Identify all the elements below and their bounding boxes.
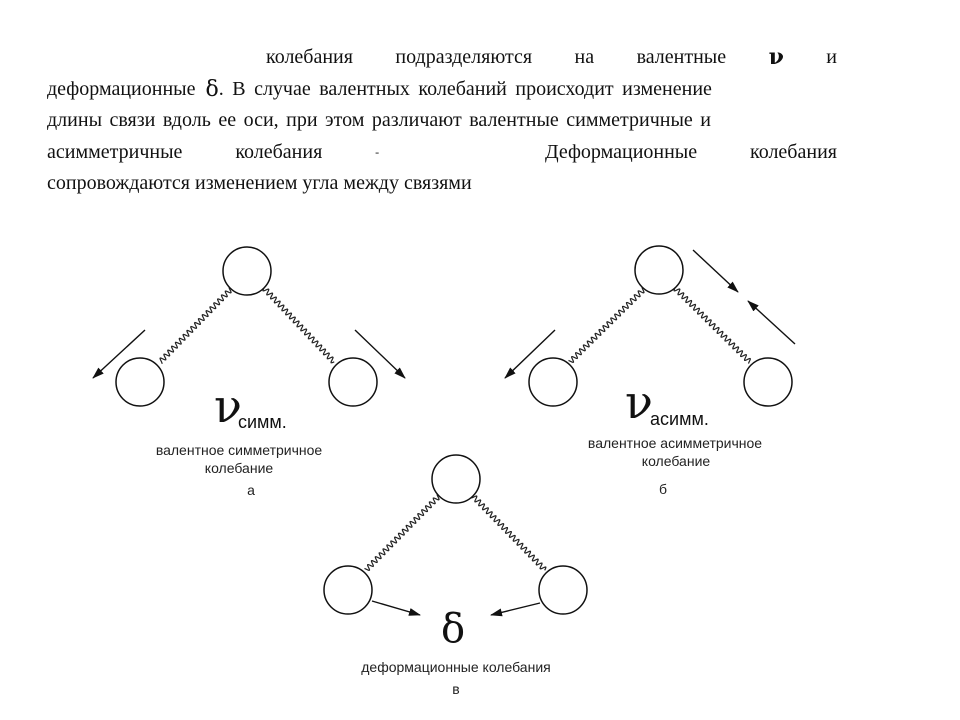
caption-line-2: колебание <box>204 460 274 476</box>
word: подразделяются <box>395 46 533 68</box>
atom-top <box>223 247 271 295</box>
dash: - <box>375 144 380 159</box>
word: колебания <box>266 46 353 68</box>
bond-spring <box>674 288 750 364</box>
bond-spring <box>471 495 546 570</box>
text: . В случае валентных колебаний происходит изменение <box>218 77 712 100</box>
text: сопровождаются изменением угла между связями <box>47 172 472 194</box>
nu-symbol: ν <box>768 44 784 70</box>
nu-label: ν <box>625 375 653 429</box>
atom-top <box>432 455 480 503</box>
atom-top <box>635 246 683 294</box>
word: асимметричные <box>47 140 183 163</box>
caption-line-2: колебание <box>641 453 711 469</box>
word: деформационные <box>47 77 196 100</box>
atom-left <box>324 566 372 614</box>
caption: деформационные колебания <box>361 659 551 675</box>
bond-spring <box>364 494 440 570</box>
arrow-upper <box>693 250 738 292</box>
atom-right <box>329 358 377 406</box>
figure-letter: б <box>658 481 668 497</box>
word: валентные <box>636 46 727 68</box>
atom-right <box>744 358 792 406</box>
figure-a-symmetric <box>93 247 405 498</box>
arrow-left <box>372 601 420 615</box>
word: колебания <box>750 140 837 163</box>
text: длины связи вдоль ее оси, при этом различают валентные симметричные и <box>47 109 711 131</box>
bond-spring <box>568 287 645 362</box>
subscript-label: симм. <box>238 412 287 432</box>
caption-line-1: валентное симметричное <box>155 442 323 458</box>
bond-spring <box>263 288 334 363</box>
figure-b-asymmetric <box>505 246 795 497</box>
caption-line-1: валентное асимметричное <box>587 435 763 451</box>
atom-left <box>529 358 577 406</box>
word: и <box>826 46 837 68</box>
word: на <box>574 46 595 68</box>
atom-left <box>116 358 164 406</box>
arrow-lower <box>748 301 795 344</box>
nu-label: ν <box>214 379 242 433</box>
word: колебания <box>235 140 323 163</box>
delta-symbol: δ <box>205 76 219 102</box>
bond-spring <box>160 287 232 364</box>
word: Деформационные <box>544 140 698 163</box>
delta-label: δ <box>441 606 466 652</box>
arrow-right <box>491 603 540 615</box>
atom-right <box>539 566 587 614</box>
subscript-label: асимм. <box>650 409 709 429</box>
figure-c-deformation <box>324 455 587 697</box>
figure-letter: а <box>247 482 255 498</box>
figure-letter: в <box>452 681 460 697</box>
